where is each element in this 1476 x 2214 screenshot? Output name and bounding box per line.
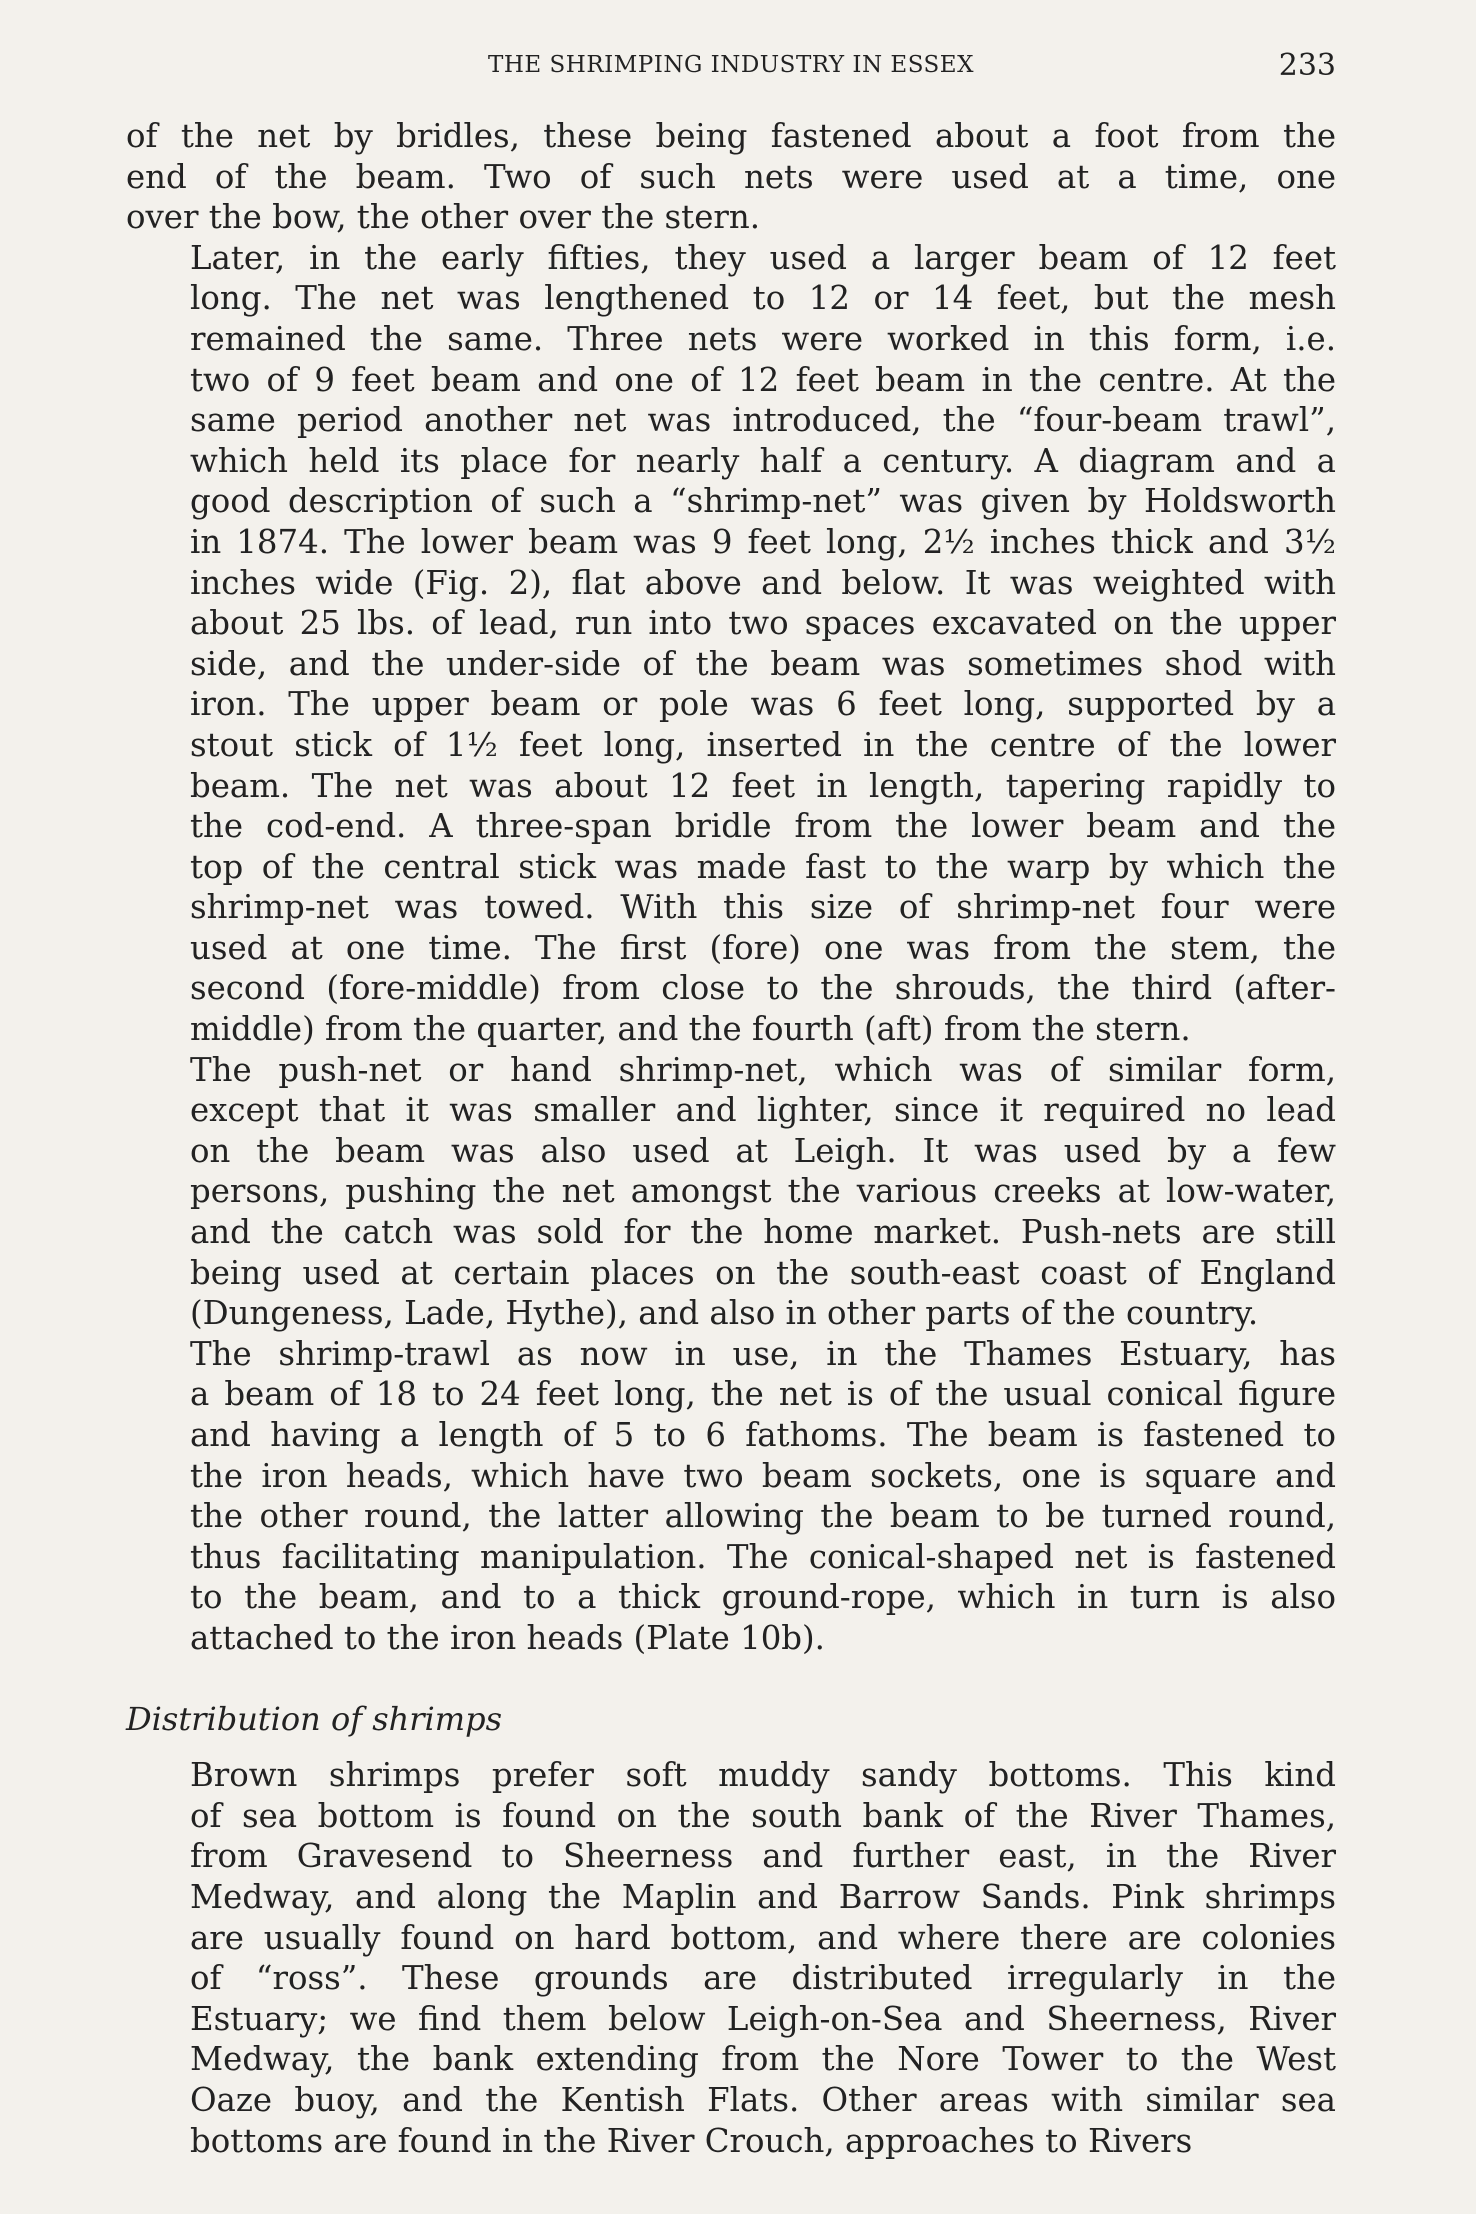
text-line: persons, pushing the net amongst the various creeks at low-water,	[190, 1172, 1336, 1211]
text-line: except that it was smaller and lighter, since it required no lead	[190, 1091, 1336, 1130]
paragraph	[126, 116, 1336, 238]
body-text	[126, 116, 1336, 2161]
text-line: to the beam, and to a thick ground-rope, which in turn is also	[190, 1578, 1336, 1617]
text-line: stout stick of 1½ feet long, inserted in the centre of the lower	[190, 725, 1336, 764]
text-line: in 1874. The lower beam was 9 feet long, 2½ inches thick and 3½	[190, 522, 1336, 561]
text-line: good description of such a “shrimp-net” was given by Holdsworth	[190, 482, 1336, 521]
text-line: same period another net was introduced, the “four-beam trawl”,	[190, 401, 1336, 440]
text-line: (Dungeness, Lade, Hythe), and also in other parts of the country.	[190, 1294, 1259, 1333]
text-line: Later, in the early fifties, they used a larger beam of 12 feet	[190, 238, 1336, 277]
text-line: long. The net was lengthened to 12 or 14 feet, but the mesh	[190, 279, 1336, 318]
text-line: attached to the iron heads (Plate 10b).	[190, 1618, 825, 1657]
text-line: remained the same. Three nets were worked in this form, i.e.	[190, 319, 1336, 358]
running-head: THE SHRIMPING INDUSTRY IN ESSEX	[488, 52, 974, 78]
text-line: and having a length of 5 to 6 fathoms. The beam is fastened to	[190, 1416, 1336, 1454]
text-line: second (fore-middle) from close to the shrouds, the third (after-	[190, 969, 1336, 1008]
text-line: side, and the under-side of the beam was sometimes shod with	[190, 644, 1336, 683]
text-line: used at one time. The first (fore) one was from the stem, the	[190, 928, 1336, 967]
text-line: iron. The upper beam or pole was 6 feet long, supported by a	[190, 685, 1336, 724]
text-line: the iron heads, which have two beam sockets, one is square and	[190, 1456, 1336, 1495]
page-number: 233	[1278, 48, 1336, 83]
text-line: thus facilitating manipulation. The conical-shaped net is fastened	[190, 1537, 1336, 1576]
text-line: being used at certain places on the south-east coast of England	[190, 1253, 1336, 1292]
text-line: Estuary; we find them below Leigh-on-Sea and Sheerness, River	[190, 1999, 1336, 2038]
text-line: Oaze buoy, and the Kentish Flats. Other areas with similar sea	[190, 2080, 1336, 2119]
page-header	[126, 48, 1336, 88]
text-line: beam. The net was about 12 feet in length, tapering rapidly to	[190, 766, 1336, 805]
paragraph	[126, 238, 1336, 1050]
section-heading: Distribution of shrimps	[126, 1699, 503, 1738]
section-paragraphs-block	[126, 1755, 1336, 2161]
text-line: two of 9 feet beam and one of 12 feet beam in the centre. At the	[190, 360, 1336, 399]
text-line: Medway, and along the Maplin and Barrow Sands. Pink shrimps	[190, 1877, 1336, 1916]
paragraph	[126, 1334, 1336, 1659]
text-line: bottoms are found in the River Crouch, approaches to Rivers	[190, 2121, 1193, 2160]
text-line: shrimp-net was towed. With this size of shrimp-net four were	[190, 888, 1336, 927]
text-line: of “ross”. These grounds are distributed irregularly in the	[190, 1959, 1336, 1998]
text-line: the cod-end. A three-span bridle from the lower beam and the	[190, 807, 1336, 846]
text-line: and the catch was sold for the home market. Push-nets are still	[190, 1213, 1336, 1252]
text-line: The push-net or hand shrimp-net, which was of similar form,	[190, 1050, 1336, 1089]
text-line: top of the central stick was made fast to the warp by which the	[190, 847, 1336, 886]
text-line: Brown shrimps prefer soft muddy sandy bottoms. This kind	[190, 1756, 1336, 1795]
text-line: of sea bottom is found on the south bank of the River Thames,	[190, 1796, 1336, 1835]
text-line: of the net by bridles, these being fastened about a foot from the	[126, 117, 1336, 155]
text-line: on the beam was also used at Leigh. It was used by a few	[190, 1131, 1336, 1170]
text-line: from Gravesend to Sheerness and further east, in the River	[190, 1837, 1336, 1876]
paragraph	[126, 1050, 1336, 1334]
text-line: end of the beam. Two of such nets were used at a time, one	[126, 157, 1336, 196]
paragraph	[126, 1755, 1336, 2161]
text-line: middle) from the quarter, and the fourth (aft) from the stern.	[190, 1010, 1191, 1049]
text-line: over the bow, the other over the stern.	[126, 198, 761, 237]
text-line: a beam of 18 to 24 feet long, the net is of the usual conical figure	[190, 1375, 1336, 1414]
text-line: inches wide (Fig. 2), flat above and below. It was weighted with	[190, 563, 1336, 602]
text-line: are usually found on hard bottom, and where there are colonies	[190, 1918, 1336, 1957]
text-line: The shrimp-trawl as now in use, in the Thames Estuary, has	[190, 1334, 1336, 1373]
text-line: about 25 lbs. of lead, run into two spaces excavated on the upper	[190, 604, 1336, 643]
text-line: Medway, the bank extending from the Nore Tower to the West	[190, 2040, 1336, 2079]
paragraphs-block	[126, 116, 1336, 1659]
text-line: which held its place for nearly half a century. A diagram and a	[190, 441, 1336, 480]
text-line: the other round, the latter allowing the beam to be turned round,	[190, 1497, 1336, 1536]
